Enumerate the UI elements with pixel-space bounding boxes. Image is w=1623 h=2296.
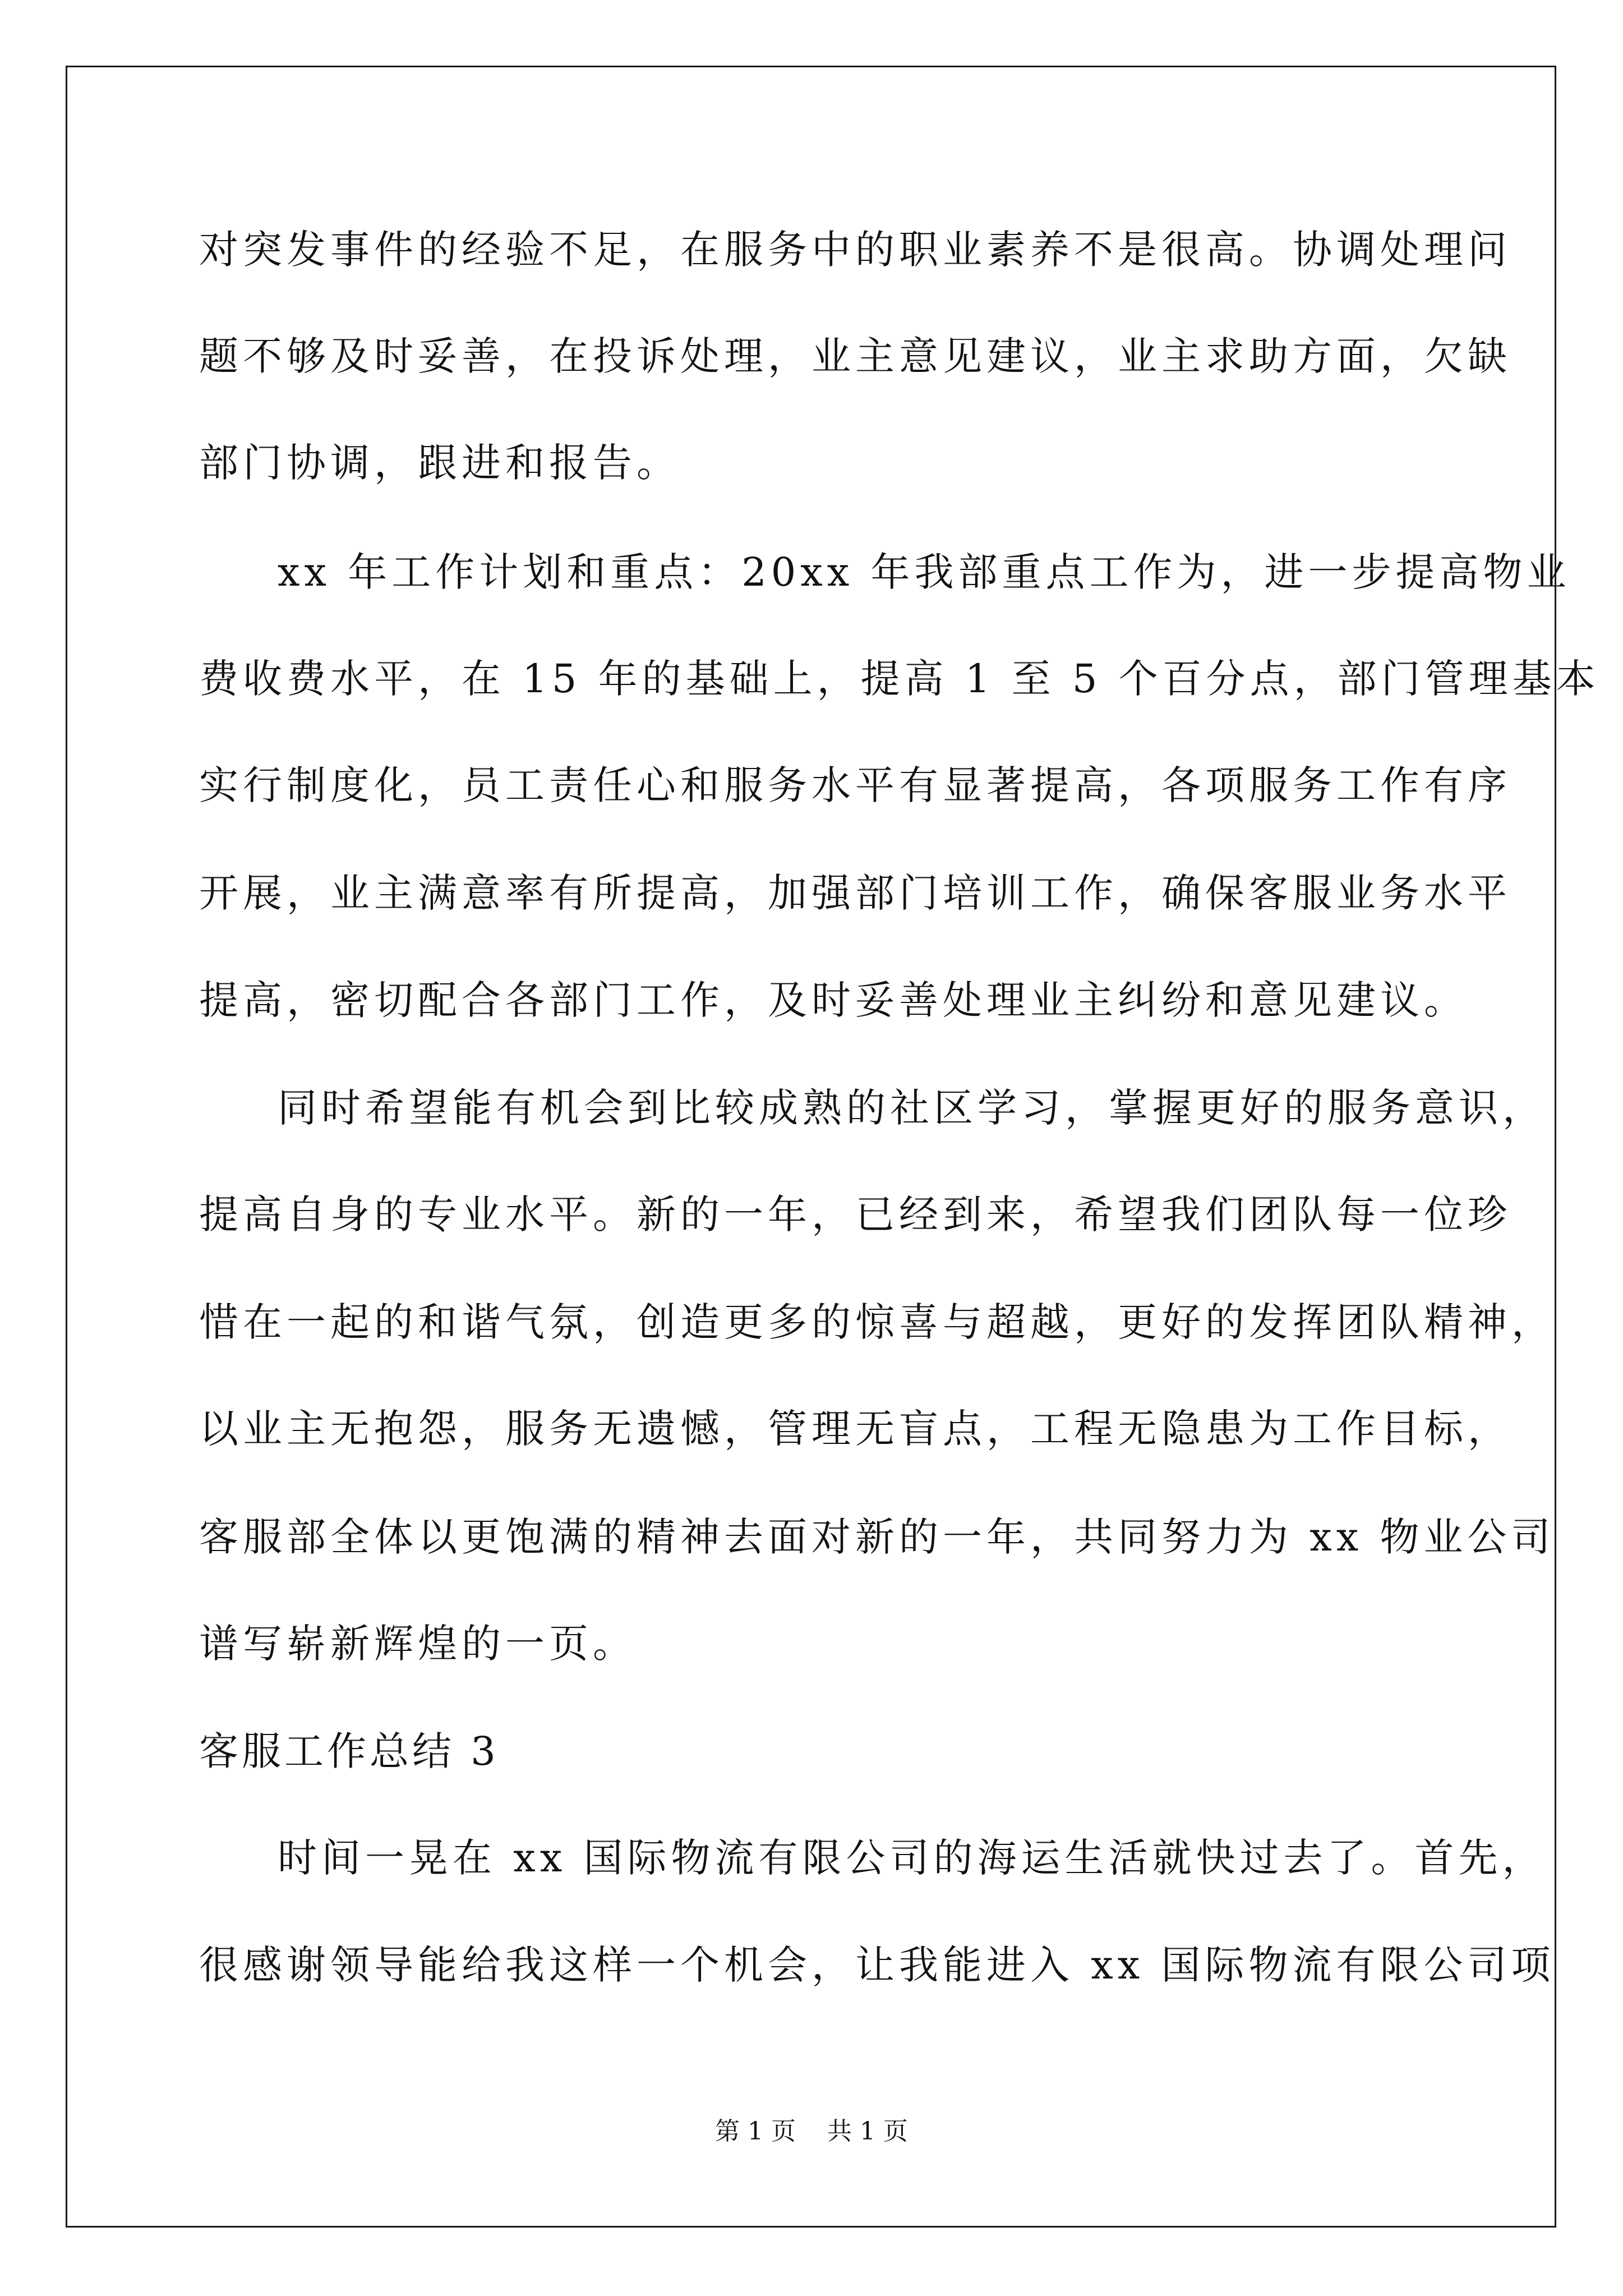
body-line: 提高自身的专业水平。新的一年，已经到来，希望我们团队每一位珍 bbox=[199, 1191, 1511, 1237]
body-line: 提高，密切配合各部门工作，及时妥善处理业主纠纷和意见建议。 bbox=[199, 977, 1468, 1023]
body-line: 费收费水平，在 15 年的基础上，提高 1 至 5 个百分点，部门管理基本 bbox=[199, 656, 1600, 702]
body-line: 客服部全体以更饱满的精神去面对新的一年，共同努力为 xx 物业公司 bbox=[199, 1514, 1555, 1560]
body-line: 实行制度化，员工责任心和服务水平有显著提高，各项服务工作有序 bbox=[199, 762, 1511, 808]
body-line: 对突发事件的经验不足，在服务中的职业素养不是很高。协调处理问 bbox=[199, 227, 1511, 273]
page-footer: 第 1 页 共 1 页 bbox=[715, 2117, 908, 2146]
body-line: 部门协调，跟进和报告。 bbox=[199, 440, 680, 486]
body-line: 惜在一起的和谐气氛，创造更多的惊喜与超越，更好的发挥团队精神， bbox=[199, 1299, 1555, 1345]
body-line: 很感谢领导能给我这样一个机会，让我能进入 xx 国际物流有限公司项 bbox=[199, 1942, 1555, 1988]
body-line: 题不够及时妥善，在投诉处理，业主意见建议，业主求助方面，欠缺 bbox=[199, 333, 1511, 379]
body-line: 时间一晃在 xx 国际物流有限公司的海运生活就快过去了。首先， bbox=[278, 1835, 1546, 1881]
body-line: 同时希望能有机会到比较成熟的社区学习，掌握更好的服务意识， bbox=[278, 1085, 1546, 1131]
body-line: 以业主无抱怨，服务无遗憾，管理无盲点，工程无隐患为工作目标， bbox=[199, 1406, 1511, 1452]
body-line: 开展，业主满意率有所提高，加强部门培训工作，确保客服业务水平 bbox=[199, 870, 1511, 916]
body-line: 谱写崭新辉煌的一页。 bbox=[199, 1621, 637, 1667]
body-line: xx 年工作计划和重点：20xx 年我部重点工作为，进一步提高物业 bbox=[278, 549, 1571, 595]
section-heading: 客服工作总结 3 bbox=[199, 1728, 499, 1774]
page-border bbox=[66, 66, 1556, 2228]
